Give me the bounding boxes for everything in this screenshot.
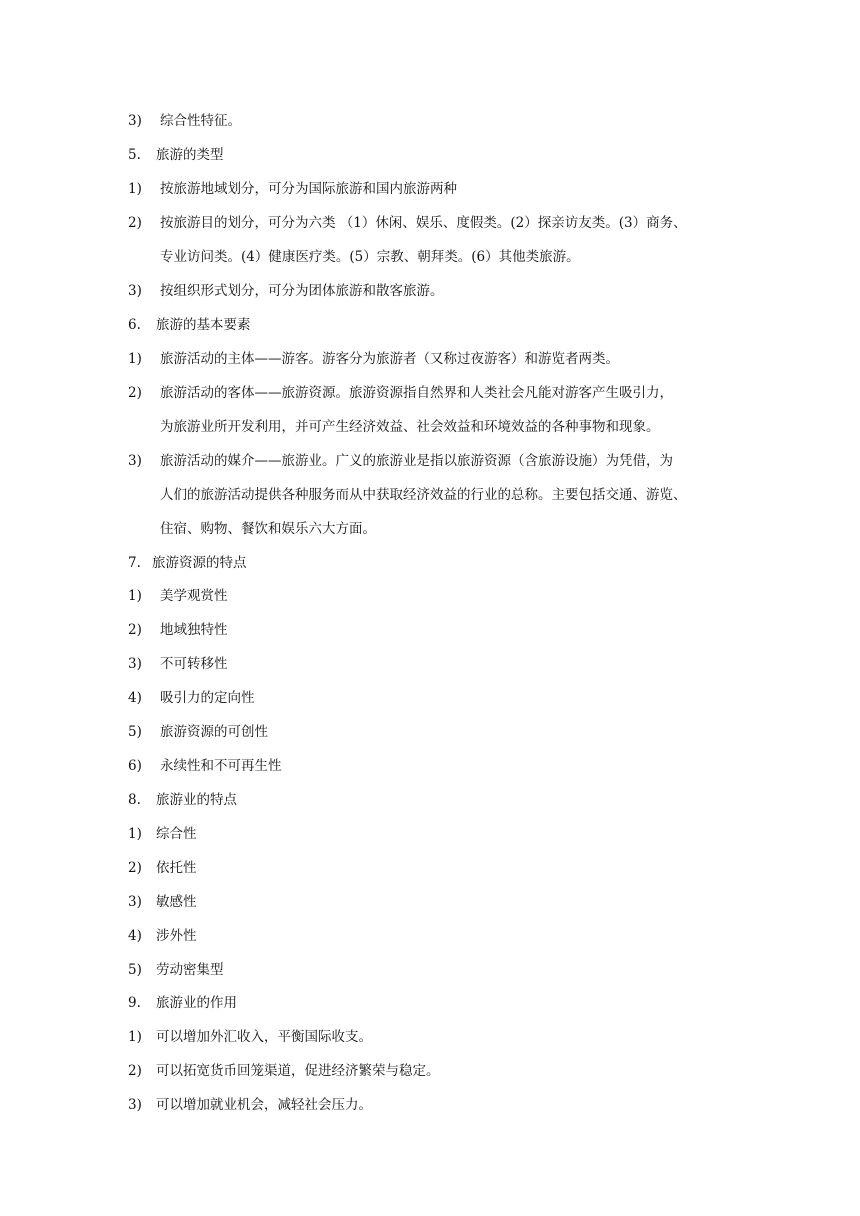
list-item xyxy=(128,817,748,851)
list-text: 旅游资源的可创性 xyxy=(160,724,268,740)
list-text: 综合性 xyxy=(156,826,197,842)
list-item-continuation xyxy=(160,512,780,546)
list-item xyxy=(128,1088,748,1122)
list-number: 5) xyxy=(128,724,142,740)
list-number: 2) xyxy=(128,622,142,638)
list-number: 3) xyxy=(128,894,142,910)
section-number: 5. xyxy=(128,147,141,163)
list-item xyxy=(128,885,748,919)
section-heading xyxy=(128,986,748,1020)
list-number: 4) xyxy=(128,928,142,944)
section-heading xyxy=(128,783,748,817)
list-item xyxy=(128,1054,748,1088)
list-number: 1) xyxy=(128,826,142,842)
section-number: 8. xyxy=(128,792,141,808)
list-text: 吸引力的定向性 xyxy=(160,690,255,706)
section-title: 旅游业的作用 xyxy=(156,995,237,1011)
section-number: 6. xyxy=(128,317,141,333)
list-text: 敏感性 xyxy=(156,894,197,910)
list-item xyxy=(128,613,748,647)
list-item xyxy=(128,953,748,987)
list-item xyxy=(128,104,748,138)
list-number: 6) xyxy=(128,758,142,774)
list-text: 为旅游业所开发利用，并可产生经济效益、社会效益和环境效益的各种事物和现象。 xyxy=(160,419,660,435)
list-item-continuation xyxy=(160,410,780,444)
list-item xyxy=(128,579,748,613)
list-item xyxy=(128,274,748,308)
list-text: 美学观赏性 xyxy=(160,588,228,604)
list-text: 按旅游地域划分，可分为国际旅游和国内旅游两种 xyxy=(160,181,457,197)
list-item xyxy=(128,342,748,376)
list-number: 4) xyxy=(128,690,142,706)
section-number: 7. xyxy=(128,555,141,571)
list-text: 旅游活动的媒介——旅游业。广义的旅游业是指以旅游资源（含旅游设施）为凭借，为 xyxy=(160,453,673,469)
section-title: 旅游的基本要素 xyxy=(156,317,251,333)
list-number: 3) xyxy=(128,656,142,672)
list-item xyxy=(128,376,748,410)
list-text: 按旅游目的划分，可分为六类 （1）休闲、娱乐、度假类。(2）探亲访友类。(3）商务、 xyxy=(160,215,687,231)
list-item xyxy=(128,647,748,681)
list-item-continuation xyxy=(160,478,780,512)
list-item xyxy=(128,919,748,953)
list-text: 可以拓宽货币回笼渠道，促进经济繁荣与稳定。 xyxy=(156,1063,440,1079)
section-title: 旅游资源的特点 xyxy=(152,555,247,571)
list-number: 2) xyxy=(128,1063,142,1079)
list-text: 永续性和不可再生性 xyxy=(160,758,282,774)
list-text: 专业访问类。(4）健康医疗类。(5）宗教、朝拜类。(6）其他类旅游。 xyxy=(160,249,580,265)
list-item-continuation xyxy=(160,240,780,274)
list-text: 按组织形式划分，可分为团体旅游和散客旅游。 xyxy=(160,283,444,299)
list-item xyxy=(128,749,748,783)
list-number: 2) xyxy=(128,385,142,401)
list-text: 可以增加外汇收入，平衡国际收支。 xyxy=(156,1029,372,1045)
section-title: 旅游的类型 xyxy=(156,147,224,163)
list-number: 3) xyxy=(128,1097,142,1113)
list-text: 涉外性 xyxy=(156,928,197,944)
list-number: 1) xyxy=(128,1029,142,1045)
list-number: 5) xyxy=(128,962,142,978)
list-number: 1) xyxy=(128,181,142,197)
list-text: 旅游活动的主体——游客。游客分为旅游者（又称过夜游客）和游览者两类。 xyxy=(160,351,619,367)
list-text: 综合性特征。 xyxy=(160,113,241,129)
section-heading xyxy=(128,546,748,580)
list-number: 1) xyxy=(128,351,142,367)
list-item xyxy=(128,851,748,885)
list-text: 可以增加就业机会，减轻社会压力。 xyxy=(156,1097,372,1113)
list-item xyxy=(128,715,748,749)
list-item xyxy=(128,681,748,715)
list-number: 3) xyxy=(128,113,142,129)
list-item xyxy=(128,172,748,206)
list-text: 住宿、购物、餐饮和娱乐六大方面。 xyxy=(160,521,376,537)
list-item xyxy=(128,1020,748,1054)
list-number: 2) xyxy=(128,215,142,231)
list-text: 人们的旅游活动提供各种服务而从中获取经济效益的行业的总称。主要包括交通、游览、 xyxy=(160,487,687,503)
list-text: 旅游活动的客体——旅游资源。旅游资源指自然界和人类社会凡能对游客产生吸引力， xyxy=(160,385,673,401)
list-number: 1) xyxy=(128,588,142,604)
list-item xyxy=(128,206,748,240)
section-heading xyxy=(128,308,748,342)
list-number: 3) xyxy=(128,453,142,469)
section-number: 9. xyxy=(128,995,141,1011)
list-number: 2) xyxy=(128,860,142,876)
section-heading xyxy=(128,138,748,172)
section-title: 旅游业的特点 xyxy=(156,792,237,808)
list-text: 地域独特性 xyxy=(160,622,228,638)
list-text: 劳动密集型 xyxy=(156,962,224,978)
list-number: 3) xyxy=(128,283,142,299)
list-item xyxy=(128,444,748,478)
list-text: 依托性 xyxy=(156,860,197,876)
list-text: 不可转移性 xyxy=(160,656,228,672)
